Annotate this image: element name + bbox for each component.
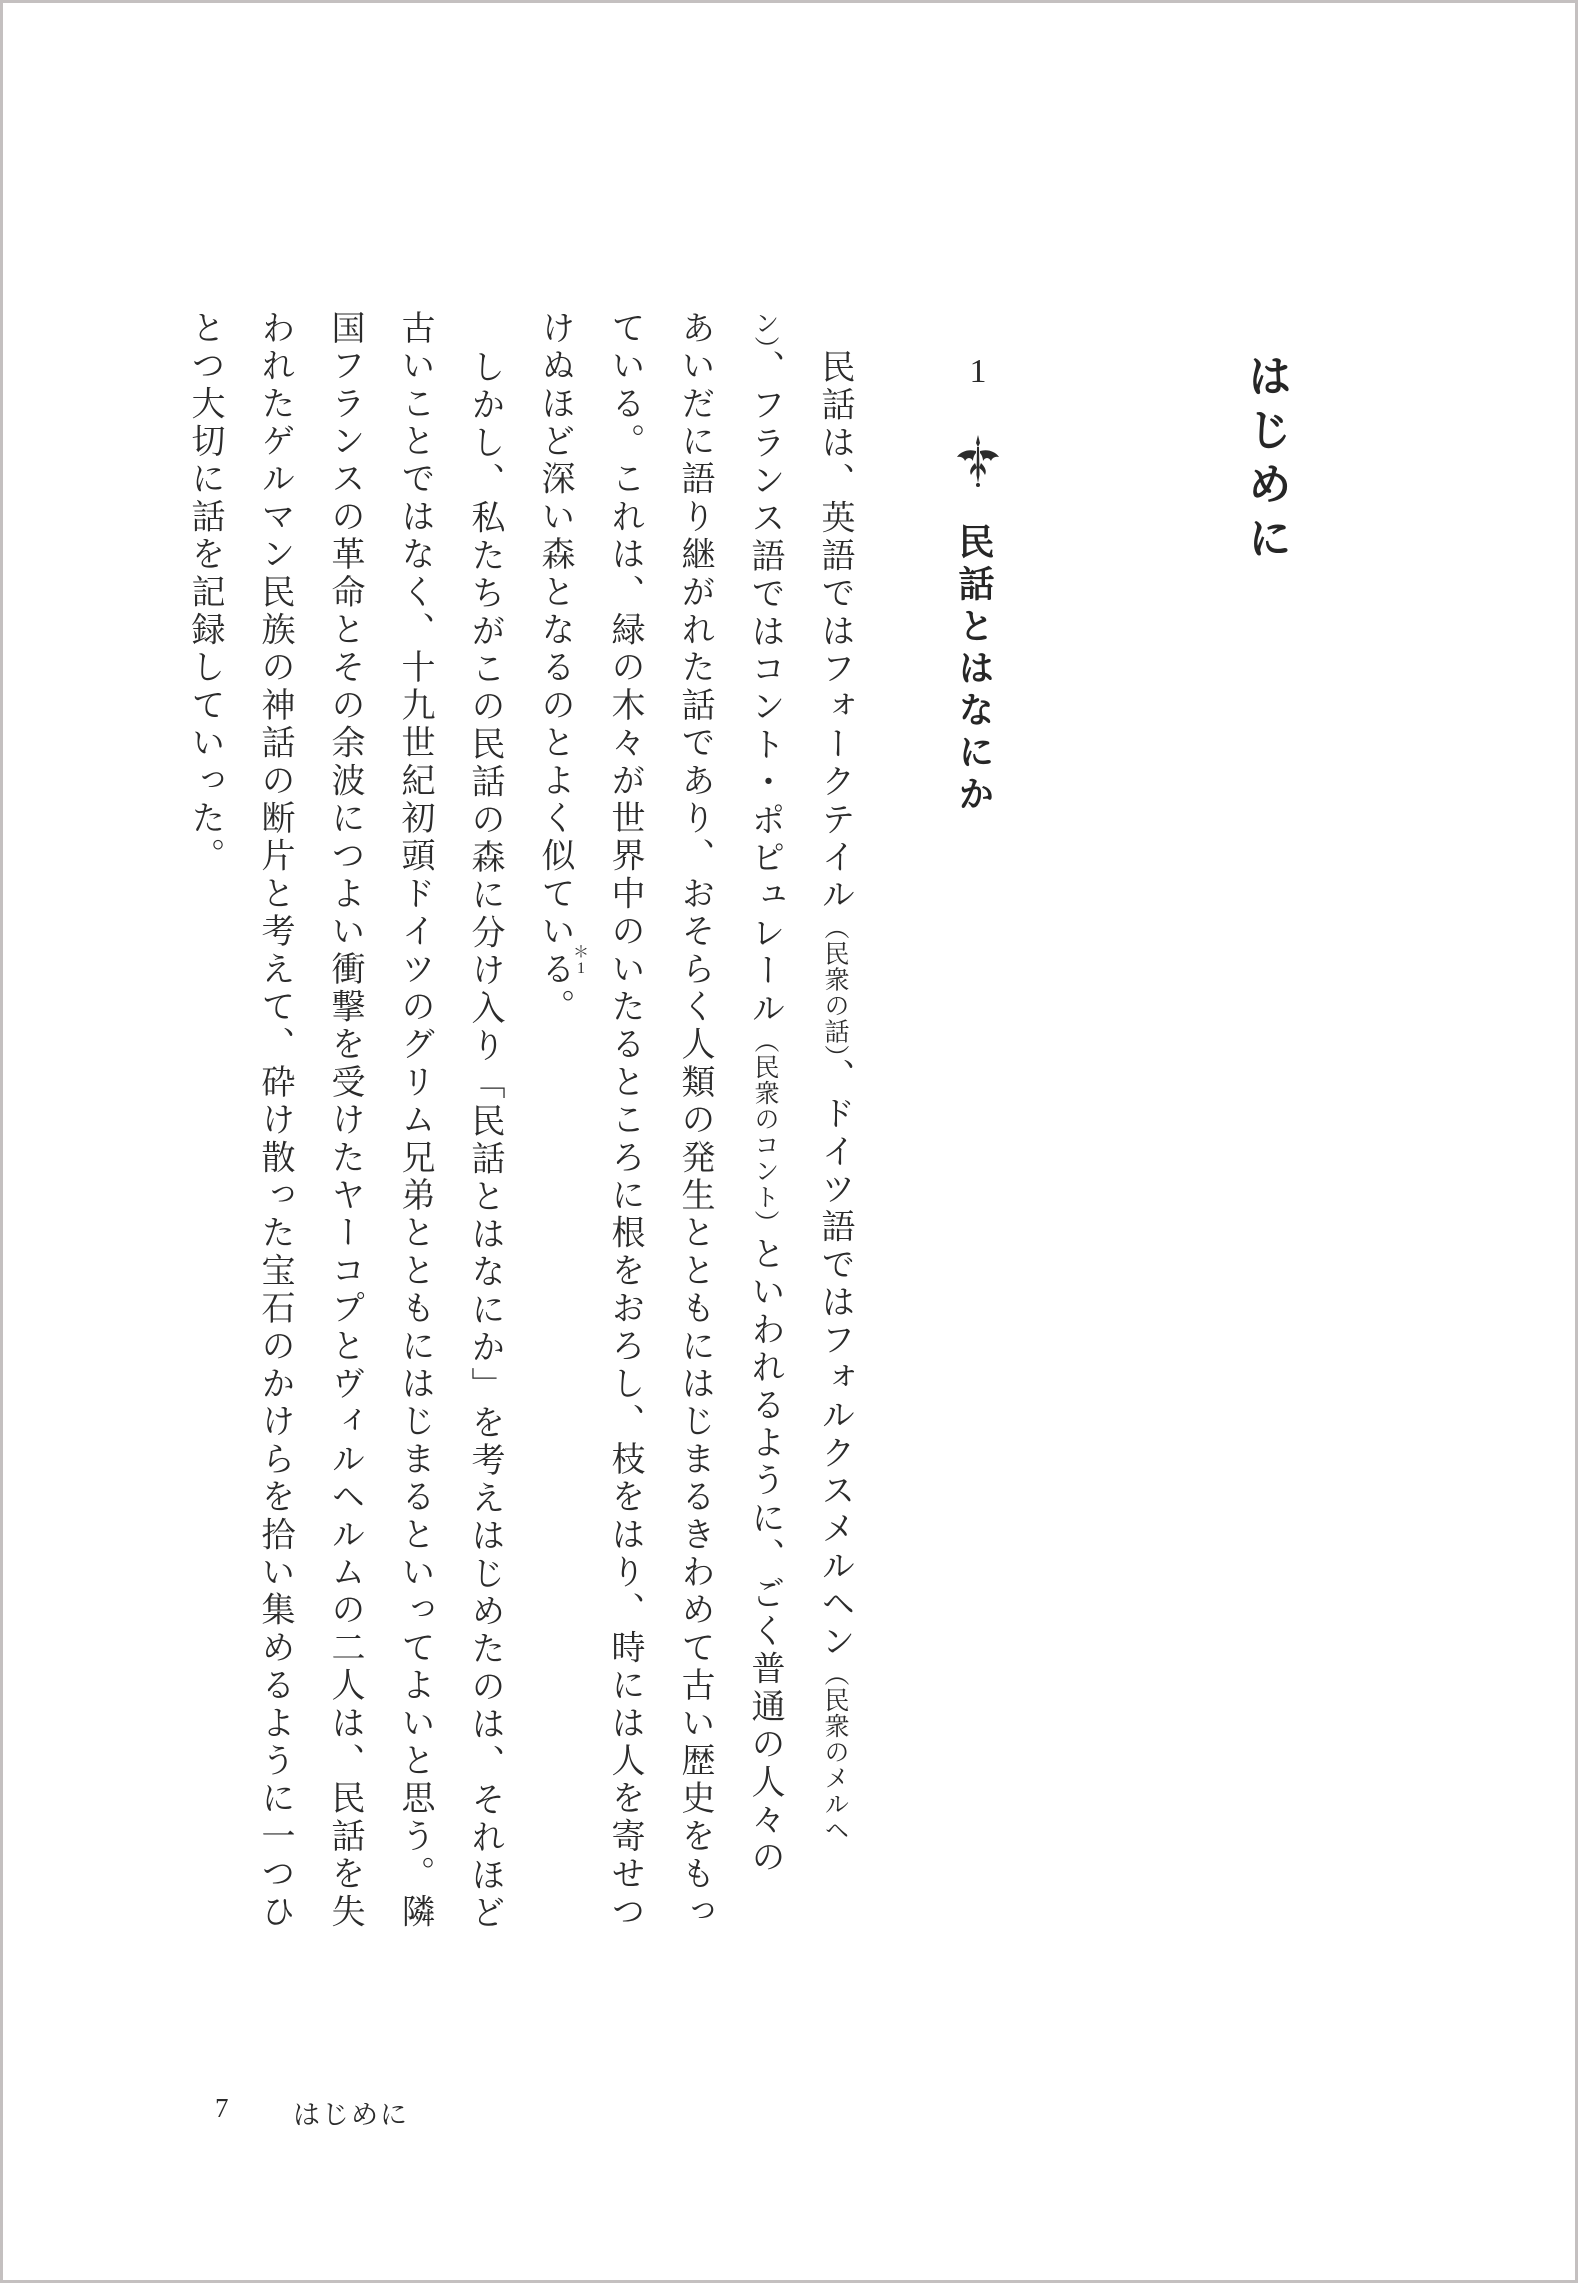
text-segment: われたゲルマン民族の神話の断片と考えて、砕け散った宝石のかけらを拾い集めるように一つひ [255,310,295,1932]
body-column-4 [605,310,645,1932]
chapter-title: はじめに [1240,353,1291,569]
text-segment: けぬほど深い森となるのとよく似ている。 [535,310,575,1027]
body-column-7 [395,310,435,1932]
parenthetical: （民衆の話） [821,914,850,1058]
text-segment: ている。これは、緑の木々が世界中のいたるところに根をおろし、枝をはり、時には人を寄せつ [605,310,645,1932]
text-segment: しかし、私たちがこの民話の森に分け入り「民話とはなにか」を考えはじめたのは、それほど [465,349,505,1933]
body-column-8 [325,310,365,1932]
body-column-2 [745,310,785,1878]
text-segment: 国フランスの革命とその余波につよい衝撃を受けたヤーコプとヴィルヘルムの二人は、民話を失 [325,310,365,1932]
footnote-number: 1 [577,960,585,977]
text-segment: あいだに語り継がれた話であり、おそらく人類の発生とともにはじまるきわめて古い歴史をもっ [675,310,715,1932]
parenthetical: （民衆のコント） [751,1028,780,1237]
body-column-6 [465,349,505,1933]
page-number: 7 [215,2093,229,2123]
footnote-mark: ＊ [572,944,589,961]
parenthetical: （民衆のメルヘ [821,1661,850,1844]
text-segment: とつ大切に話を記録していった。 [185,310,225,876]
text-segment: 民話は、英語ではフォークテイル [815,349,855,915]
section-number: 1 [969,353,987,390]
text-segment: 、ドイツ語ではフォルクスメルヘン [815,1058,855,1662]
text-segment: 、フランス語ではコント・ポピュレール [745,349,785,1029]
body-column-3 [675,310,715,1932]
body-column-9 [255,310,295,1932]
parenthetical: ン） [751,310,780,350]
body-column-1 [815,349,855,1844]
fleuron-icon [953,433,1003,488]
text-segment: 古いことではなく、十九世紀初頭ドイツのグリム兄弟とともにはじまるといってよいと思う。隣 [395,310,435,1932]
body-column-10 [185,310,225,876]
text-segment: といわれるように、ごく普通の人々の [745,1236,785,1878]
running-title: はじめに [293,2100,409,2131]
footnote-reference[interactable] [571,945,591,977]
body-column-5 [535,310,575,1027]
section-title: 民話とはなにか [953,523,995,817]
